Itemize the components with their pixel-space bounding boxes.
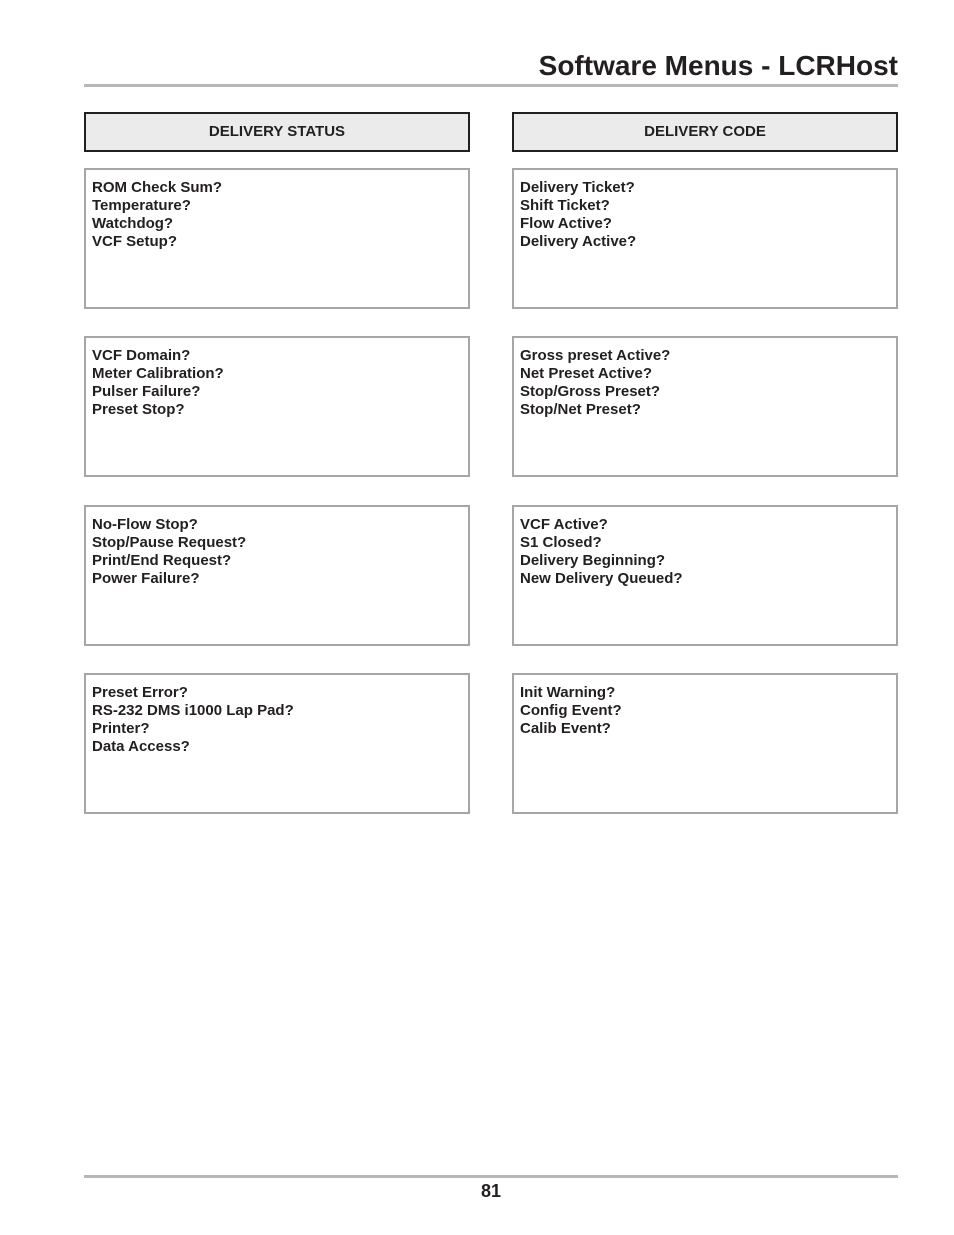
menu-item: Preset Stop? [92, 401, 185, 418]
menu-item: Delivery Beginning? [520, 552, 666, 569]
menu-item: Calib Event? [520, 720, 611, 737]
menu-item: Preset Error? [92, 684, 188, 701]
menu-item: Watchdog? [92, 215, 174, 232]
delivery-status-box-4 [84, 673, 470, 814]
header-divider [84, 84, 898, 87]
footer-divider [84, 1175, 898, 1178]
menu-item: Printer? [92, 720, 150, 737]
menu-item: Delivery Active? [520, 233, 637, 250]
menu-item: Stop/Gross Preset? [520, 383, 661, 400]
menu-item: Net Preset Active? [520, 365, 652, 382]
menu-item: Pulser Failure? [92, 383, 201, 400]
menu-item: Shift Ticket? [520, 197, 610, 214]
menu-item: VCF Active? [520, 516, 608, 533]
menu-item: Gross preset Active? [520, 347, 671, 364]
menu-item: VCF Setup? [92, 233, 177, 250]
page-number: 81 [480, 1181, 502, 1201]
delivery-status-box-2 [84, 336, 470, 477]
delivery-status-column [84, 112, 470, 755]
delivery-code-column [512, 112, 898, 737]
menu-item: S1 Closed? [520, 534, 602, 551]
menu-item: Print/End Request? [92, 552, 232, 569]
delivery-code-box-2 [512, 336, 898, 477]
menu-item: New Delivery Queued? [520, 570, 683, 587]
menu-item: RS-232 DMS i1000 Lap Pad? [92, 702, 294, 719]
menu-item: Meter Calibration? [92, 365, 224, 382]
menu-item: No-Flow Stop? [92, 516, 198, 533]
menu-item: VCF Domain? [92, 347, 191, 364]
menu-item: Data Access? [92, 738, 190, 755]
page-title: Software Menus - LCRHost [538, 50, 898, 81]
menu-item: Power Failure? [92, 570, 200, 587]
delivery-status-box-3 [84, 505, 470, 646]
menu-item: Temperature? [92, 197, 191, 214]
menu-item: Flow Active? [520, 215, 612, 232]
menu-item: Stop/Pause Request? [92, 534, 247, 551]
delivery-code-header: DELIVERY CODE [512, 112, 898, 152]
delivery-code-box-4 [512, 673, 898, 814]
menu-item: Delivery Ticket? [520, 179, 635, 196]
menu-item: Config Event? [520, 702, 622, 719]
delivery-status-box-1 [84, 168, 470, 309]
menu-item: ROM Check Sum? [92, 179, 223, 196]
menu-item: Init Warning? [520, 684, 616, 701]
delivery-code-box-3 [512, 505, 898, 646]
menu-item: Stop/Net Preset? [520, 401, 641, 418]
delivery-code-box-1 [512, 168, 898, 309]
delivery-status-header: DELIVERY STATUS [84, 112, 470, 152]
